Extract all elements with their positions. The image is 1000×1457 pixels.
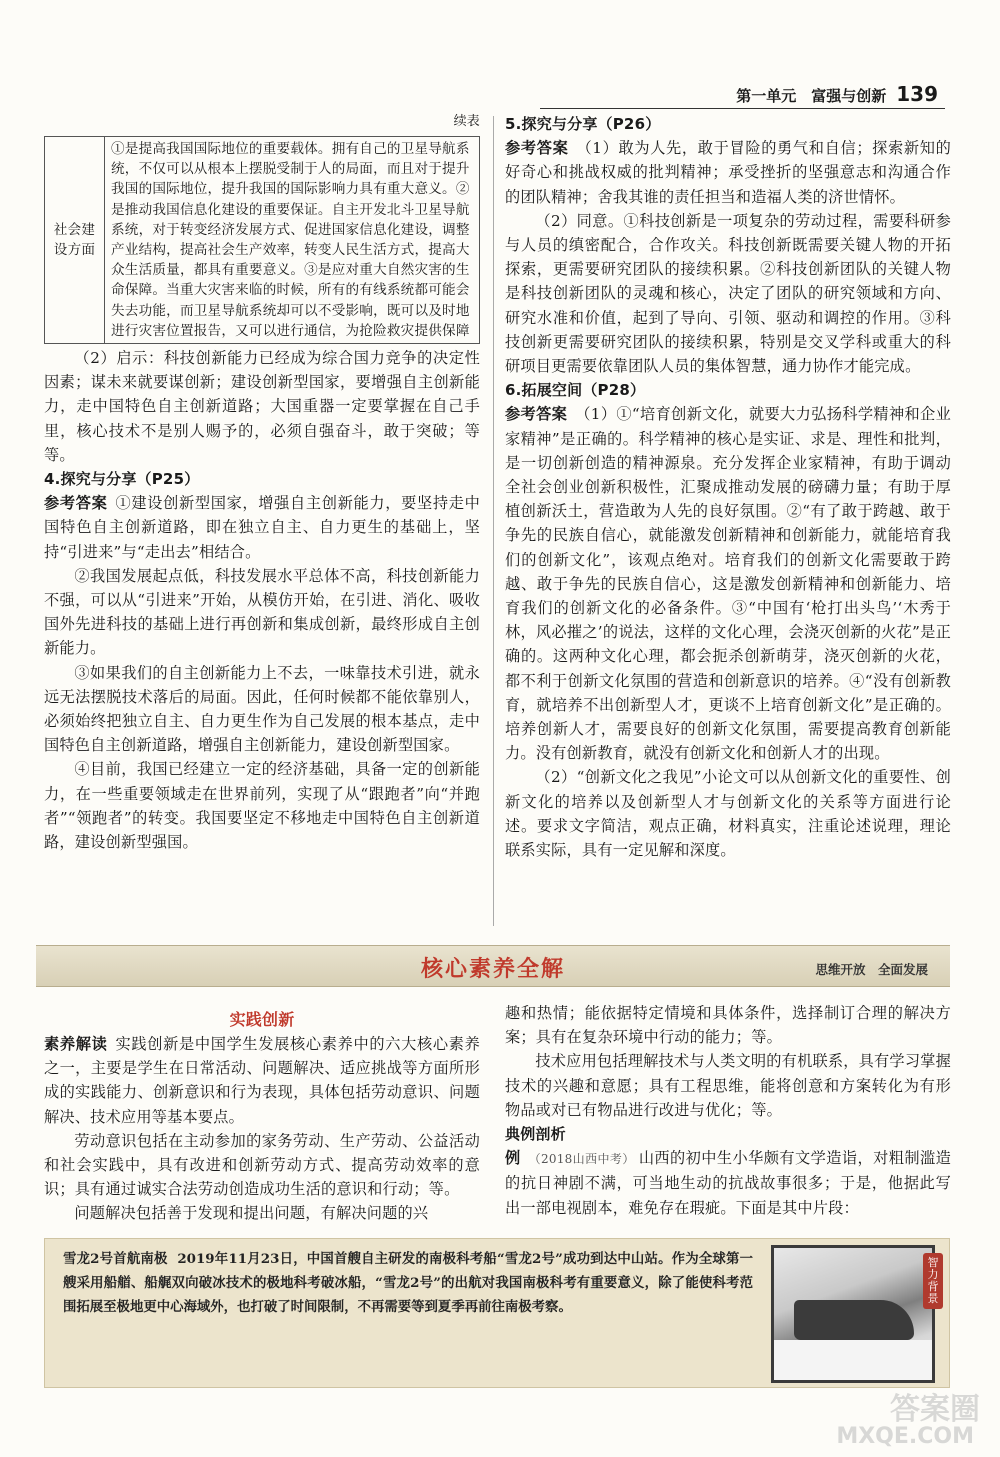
literacy-intro <box>44 1032 480 1129</box>
example-label: 例 <box>505 1149 521 1168</box>
column-divider <box>493 116 494 926</box>
note-text <box>63 1247 753 1319</box>
section-5-answer-1 <box>505 136 951 209</box>
core-literacy-banner <box>36 945 950 987</box>
watermark-logo: 答案圈 <box>890 1392 980 1427</box>
example-text: 山西的初中生小华颇有文学造诣，对粗制滥造的抗日神剧不满，可当地生动的抗战故事很多；于是，他据此写出一部电视剧本，难免存在瑕疵。下面是其中片段： <box>505 1149 952 1217</box>
practice-innovation-title: 实践创新 <box>229 1010 295 1029</box>
table-row-text: ①是提高我国国际地位的重要载体。拥有自己的卫星导航系统，不仅可以从根本上摆脱受制于人的局面，而且对于提升我国的国际地位，提升我国的国际影响力具有重大意义。②是推动我国信息化建设的重要保证。自主开发北斗卫星导航系统，对于转变经济发展方式、促进国家信息化建设，调整产业结构，提高社会生产效率，转变人民生活方式，提高大众生活质量，都具有重要意义。③是应对重大自然灾害的生命保障。当重大灾害来临的时候，所有的有线系统都可能会失去功能，而卫星导航系统却可以不受影响，既可以及时地进行灾害位置报告，又可以进行通信，为抢险救灾提供保障 <box>105 137 480 344</box>
labor-awareness-paragraph: 劳动意识包括在主动参加的家务劳动、生产劳动、公益活动和社会实践中，具有改进和创新劳动方式、提高劳动效率的意识；具有通过诚实合法劳动创造成功生活的意识和行动；等。 <box>44 1131 480 1199</box>
answer-text: （1）①“培育创新文化，就要大力弘扬科学精神和企业家精神”是正确的。科学精神的核心是实证、求是、理性和批判，是一切创新创造的精神源泉。充分发挥企业家精神，有助于调动全社会创业创新积极性，汇聚成推动发展的磅礴力量；有助于厚植创新沃土，营造敢为人先的良好氛围。②“有了敢于跨越、敢于争先的民族自信心，就能激发创新精神和创新能力，就能培育我们的创新文化”，该观点绝对。培育我们的创新文化需要敢于跨越、敢于争先的民族自信心，这是激发创新精神和创新能力、培育我们的创新文化的必备条件。③“中国有‘枪打出头鸟’‘木秀于林，风必摧之’的说法，这样的文化心理，会浇灭创新的火花”是正确的。这两种文化心理，都会扼杀创新萌芽，浇灭创新的火花，都不利于创新文化氛围的营造和创新意识的培养。④“没有创新教育，就培养不出创新型人才，更谈不上培育创新文化”是正确的。培养创新人才，需要良好的创新文化氛围，需要提高教育创新能力。没有创新教育，就没有创新文化和创新人才的出现。 <box>505 405 951 763</box>
table-row <box>45 137 480 344</box>
banner-slogan: 思维开放 全面发展 <box>815 962 928 977</box>
header-rule <box>540 108 945 109</box>
answer-label: 参考答案 <box>505 139 569 158</box>
answer-label: 参考答案 <box>44 494 108 513</box>
bottom-left-column <box>44 1008 480 1226</box>
background-note-box <box>44 1238 950 1388</box>
unit-title: 第一单元 富强与创新 <box>736 87 887 105</box>
section-4-title: 4.探究与分享（P25） <box>44 470 200 489</box>
problem-solving-paragraph: 问题解决包括善于发现和提出问题，有解决问题的兴 <box>74 1204 429 1223</box>
bottom-right-column <box>505 1001 951 1220</box>
literacy-label: 素养解读 <box>44 1035 108 1053</box>
section-4-answer-2: ②我国发展起点低，科技发展水平总体不高，科技创新能力不强，可以从“引进来”开始，从模仿开始，在引进、消化、吸收国外先进科技的基础上进行再创新和集成创新，最终形成自主创新能力。 <box>44 566 480 658</box>
note-body: 2019年11月23日，中国首艘自主研发的南极科考船“雪龙2号”成功到达中山站。作为全球第一艘采用船艏、船艉双向破冰技术的极地科考破冰船，“雪龙2号”的出航对我国南极科考有重要意义，除了能使科考范围拓展至极地更中心海域外，也打破了时间限制，不再需要等到夏季再前往南极考察。 <box>63 1251 753 1315</box>
problem-solving-continued: 趣和热情；能依据特定情境和具体条件，选择制订合理的解决方案；具有在复杂环境中行动的能力；等。 <box>505 1004 951 1047</box>
note-tag: 智力背景 <box>923 1253 943 1309</box>
section-4-answer-3: ③如果我们的自主创新能力上不去，一味靠技术引进，就永远无法摆脱技术落后的局面。因此，任何时候都不能依靠别人，必须始终把独立自主、自力更生作为自己发展的根本基点，走中国特色自主创新道路，增强自主创新能力，建设创新型国家。 <box>44 663 480 755</box>
section-4-answer-4: ④目前，我国已经建立一定的经济基础，具备一定的创新能力，在一些重要领域走在世界前列，实现了从“跟跑者”向“并跑者”“领跑者”的转变。我国要坚定不移地走中国特色自主创新道路，建设创新型强国。 <box>44 760 480 852</box>
watermark-url: MXQE.COM <box>836 1424 974 1449</box>
page-number: 139 <box>896 82 938 106</box>
answer-label: 参考答案 <box>505 405 568 424</box>
ship-silhouette <box>794 1300 914 1340</box>
example-source: （2018山西中考） <box>528 1152 635 1167</box>
note-title: 雪龙2号首航南极 <box>63 1251 168 1267</box>
qishi-paragraph: （2）启示：科技创新能力已经成为综合国力竞争的决定性因素；谋未来就要谋创新；建设创新型国家，要增强自主创新能力，走中国特色自主创新道路；大国重器一定要掌握在自己手里，核心技术不是别人赐予的，必须自强奋斗，敢于突破；等等。 <box>44 349 480 464</box>
answer-text: （1）敢为人先，敢于冒险的勇气和自信；探索新知的好奇心和挑战权威的批判精神；承受挫折的坚强意志和沟通合作的团队精神；舍我其谁的责任担当和造福人类的济世情怀。 <box>505 139 951 206</box>
section-6-title: 6.拓展空间（P28） <box>505 381 646 400</box>
example-paragraph <box>505 1146 951 1220</box>
continued-table <box>44 136 480 344</box>
table-continued-label: 续表 <box>453 114 480 129</box>
tech-application-paragraph: 技术应用包括理解技术与人类文明的有机联系，具有学习掌握技术的兴趣和意愿；具有工程思维，能将创意和方案转化为有形物品或对已有物品进行改进与优化；等。 <box>505 1052 951 1119</box>
answer-text: ①建设创新型国家，增强自主创新能力，要坚持走中国特色自主创新道路，即在独立自主、自力更生的基础上，坚持“引进来”与“走出去”相结合。 <box>44 494 480 561</box>
section-4-answer-1 <box>44 491 480 564</box>
table-row-head: 社会建设方面 <box>45 137 105 344</box>
left-column <box>44 112 480 854</box>
literacy-text: 实践创新是中国学生发展核心素养中的六大核心素养之一，主要是学生在日常活动、问题解决、适应挑战等方面所形成的实践能力、创新意识和行为表现，具体包括劳动意识、问题解决、技术应用等基本要点。 <box>44 1035 480 1126</box>
page-header <box>736 82 938 106</box>
example-heading: 典例剖析 <box>505 1125 566 1144</box>
section-5-answer-2: （2）同意。①科技创新是一项复杂的劳动过程，需要科研参与人员的缜密配合，合作攻关。科技创新既需要关键人物的开拓探索，更需要研究团队的接续积累。②科技创新团队的关键人物是科技创新团队的灵魂和核心，决定了团队的研究领域和方向、研究水准和价值，起到了导向、引领、驱动和调控的作用。③科技创新更需要研究团队的接续积累，特别是交叉学科或重大的科研项目更需要依靠团队人员的集体智慧，通力协作才能完成。 <box>505 211 951 376</box>
section-6-answer-1 <box>505 402 951 765</box>
ice-field <box>774 1340 932 1380</box>
icebreaker-ship-photo <box>771 1245 935 1383</box>
banner-title: 核心素养全解 <box>420 957 565 982</box>
section-6-answer-2: （2）“创新文化之我见”小论文可以从创新文化的重要性、创新文化的培养以及创新型人才与创新文化的关系等方面进行论述。要求文字简洁，观点正确，材料真实，注重论述说理，理论联系实际，具有一定见解和深度。 <box>505 768 951 860</box>
section-5-title: 5.探究与分享（P26） <box>505 115 661 133</box>
right-column <box>505 112 951 862</box>
